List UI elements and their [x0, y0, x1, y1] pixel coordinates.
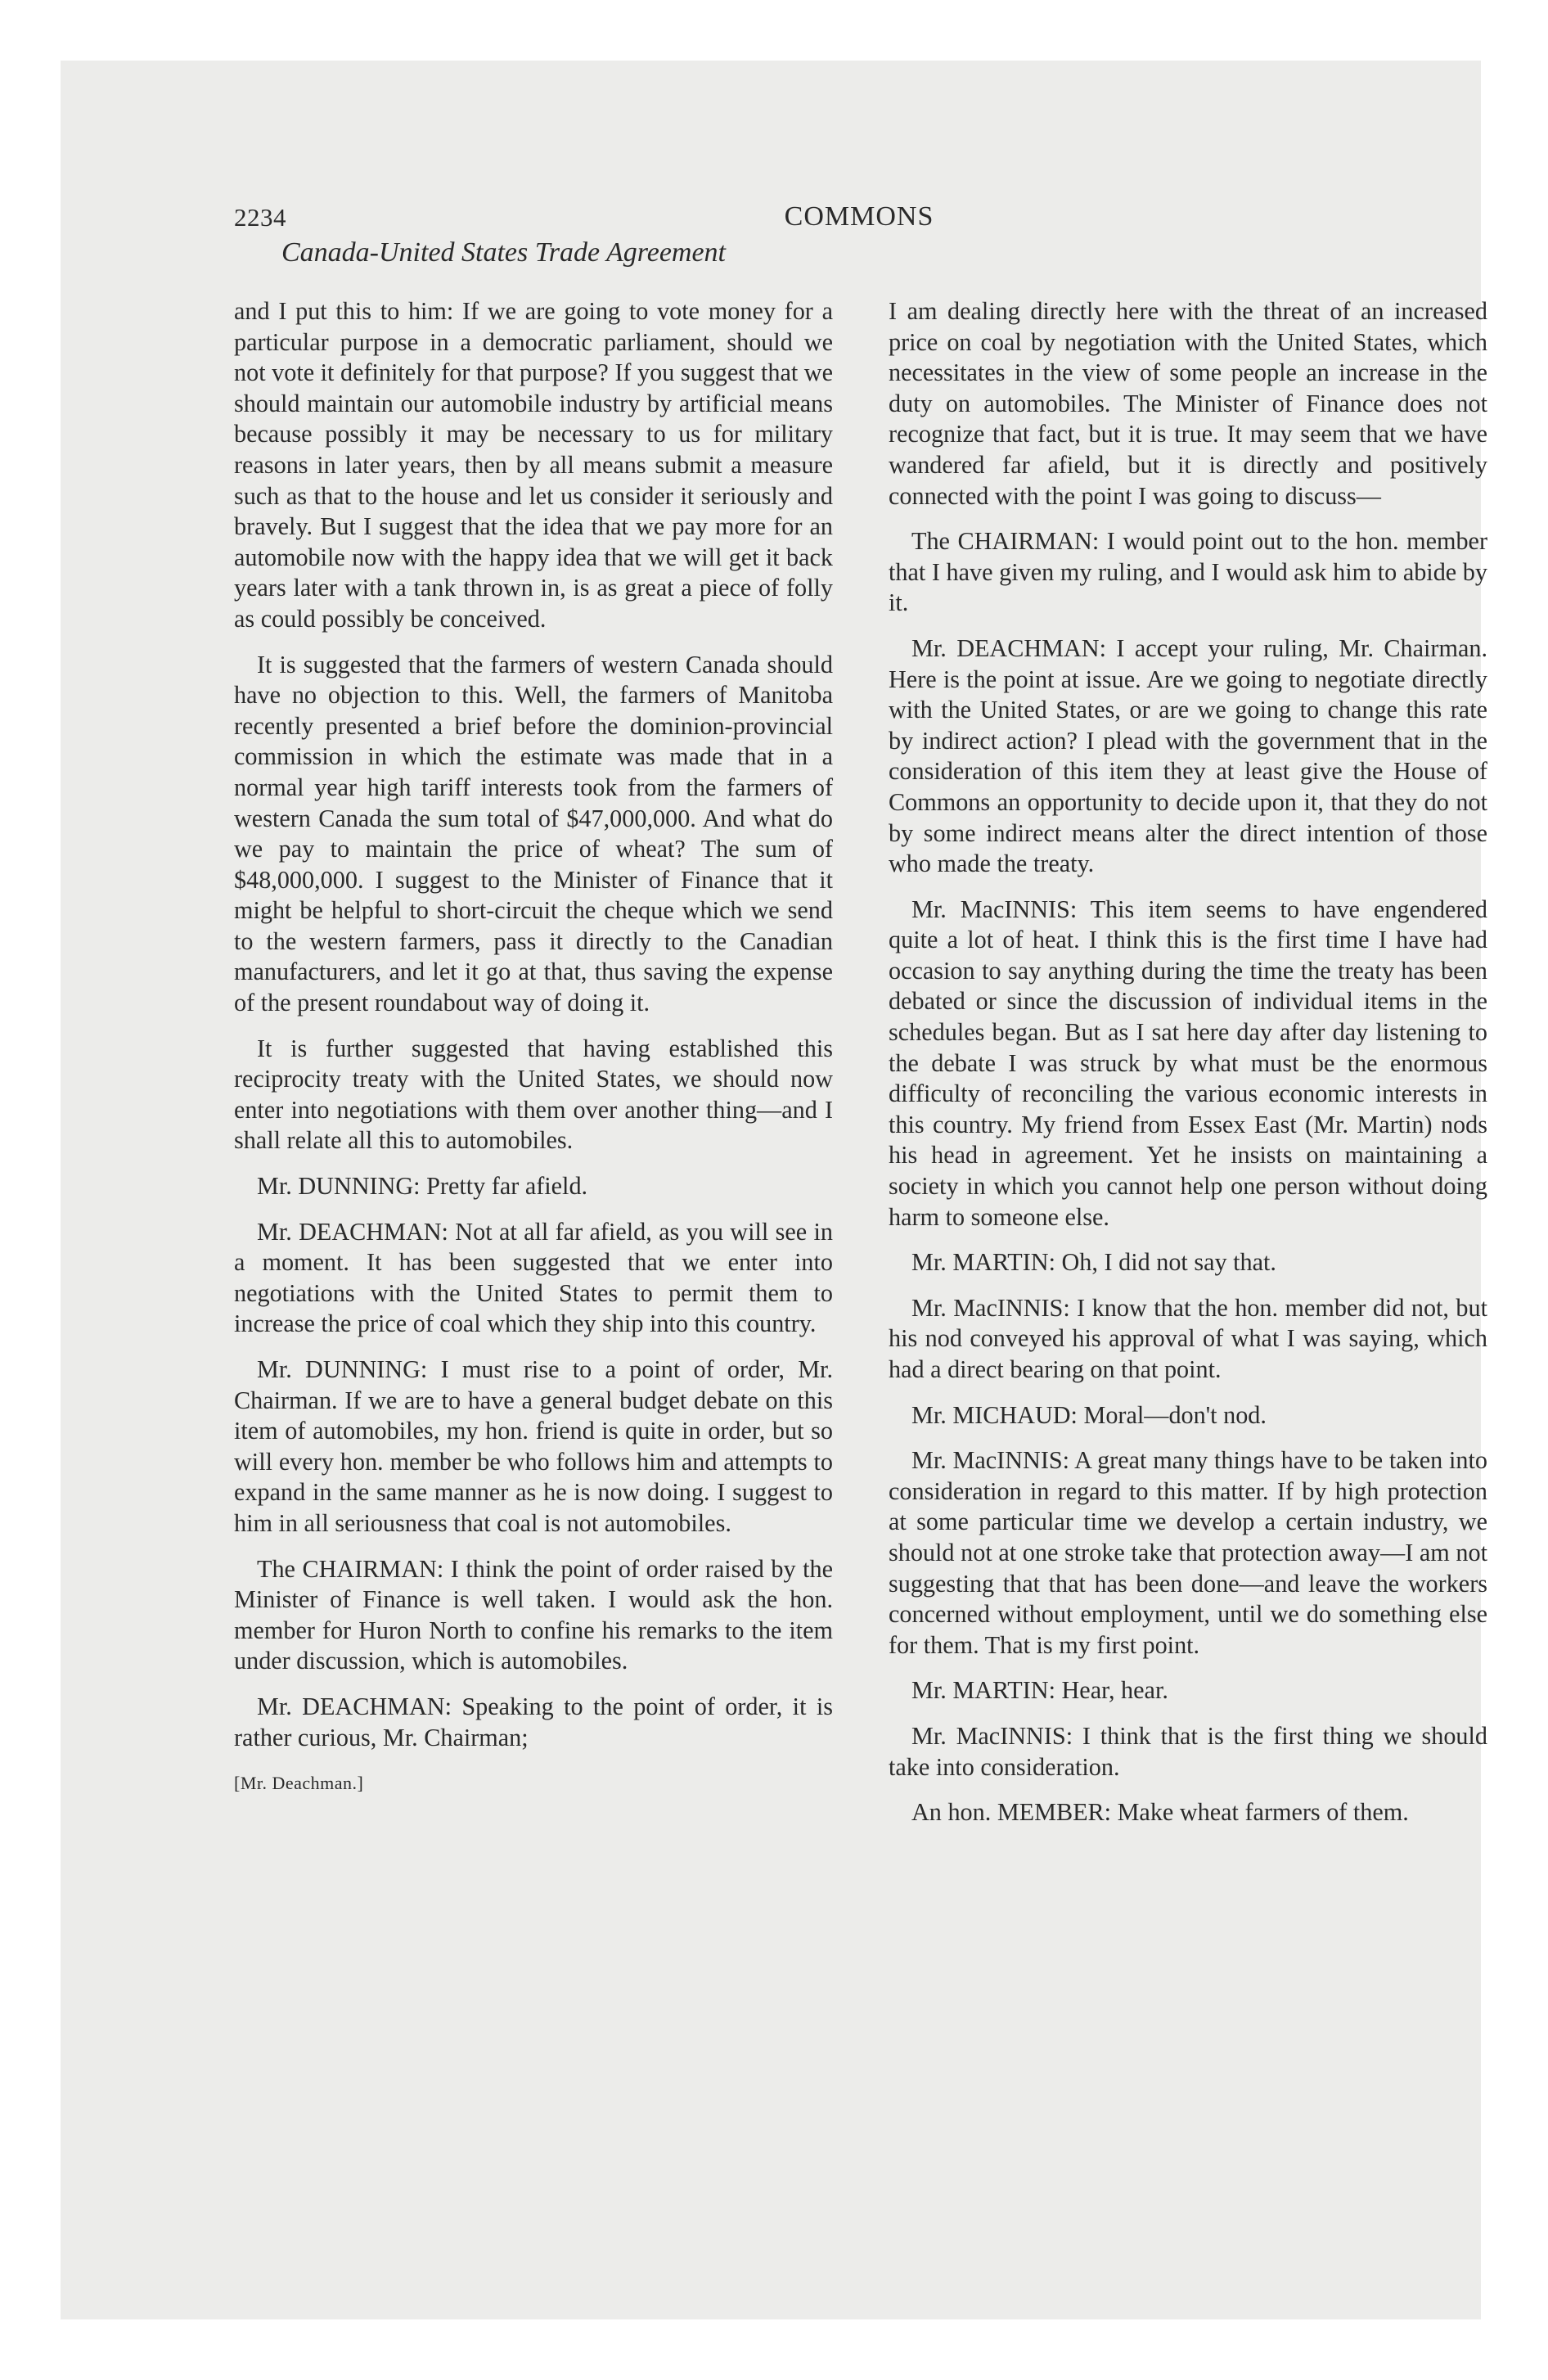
- speech-deachman: Mr. DEACHMAN: I accept your ruling, Mr. Chairman. Here is the point at issue. Are we going to negotiate directly with the United States, or are we going to change this rate by indirect action? I plead with the government that in the consideration of this item they at least give the House of Commons an opportunity to decide upon it, that they do not by some indirect means alter the direct intention of those who made the treaty.: [889, 633, 1487, 878]
- page-number: 2234: [234, 203, 286, 232]
- speech-chairman: The CHAIRMAN: I think the point of order raised by the Minister of Finance is well taken. I would ask the hon. member for Huron North to confine his remarks to the item under discussion, which is automobiles.: [234, 1554, 833, 1675]
- speech-michaud: Mr. MICHAUD: Moral—don't nod.: [911, 1400, 1267, 1429]
- speech-macinnis: Mr. MacINNIS: This item seems to have engendered quite a lot of heat. I think this is the first time I have had occasion to say anything during the time the treaty has been debated or since the discussion of individual items in the schedules began. But as I sat here day after day listening to the debate I was struck by what must be the enormous difficulty of reconciling the various economic interests in this country. My friend from Essex East (Mr. Martin) nods his head in agreement. Yet he insists on maintaining a society in which you cannot help one person without doing harm to someone else.: [889, 895, 1487, 1231]
- chamber-title: COMMONS: [784, 201, 934, 232]
- speech-chairman: The CHAIRMAN: I would point out to the hon. member that I have given my ruling, and I would ask him to abide by it.: [889, 527, 1487, 617]
- running-subject: Canada-United States Trade Agreement: [281, 237, 727, 268]
- speech-hon-member: An hon. MEMBER: Make wheat farmers of them.: [911, 1798, 1409, 1827]
- page-header: [221, 198, 1497, 277]
- right-column: [889, 296, 1487, 1843]
- speech-deachman: Mr. DEACHMAN: Not at all far afield, as you will see in a moment. It has been suggested that we enter into negotiations with the United States to permit them to increase the price of coal which they ship into this country.: [234, 1217, 833, 1338]
- footer-speaker-note: [Mr. Deachman.]: [234, 1773, 364, 1794]
- paragraph: It is suggested that the farmers of western Canada should have no objection to this. Well, the farmers of Manitoba recently presented a brief before the dominion-provincial commission in which the estimate was made that in a normal year high tariff interests took from the farmers of western Canada the sum total of $47,000,000. And what do we pay to maintain the price of wheat? The sum of $48,000,000. I suggest to the Minister of Finance that it might be helpful to short-circuit the cheque which we send to the western farmers, pass it directly to the Canadian manufacturers, and let it go at that, thus saving the expense of the present roundabout way of doing it.: [234, 650, 833, 1017]
- paragraph: It is further suggested that having established this reciprocity treaty with the United States, we should now enter into negotiations with them over another thing—and I shall relate all this to automobiles.: [234, 1034, 833, 1155]
- paragraph: and I put this to him: If we are going to vote money for a particular purpose in a democratic parliament, should we not vote it definitely for that purpose? If you suggest that we should maintain our automobile industry by artificial means because possibly it may be necessary to us for military reasons in later years, then by all means submit a measure such as that to the house and let us consider it seriously and bravely. But I suggest that the idea that we pay more for an automobile now with the happy idea that we will get it back years later with a tank thrown in, is as great a piece of folly as could possibly be conceived.: [234, 297, 833, 633]
- speech-dunning: Mr. DUNNING: I must rise to a point of order, Mr. Chairman. If we are to have a general budget debate on this item of automobiles, my hon. friend is quite in order, but so will every hon. member be who follows him and attempts to expand in the same manner as he is now doing. I suggest to him in all seriousness that coal is not automobiles.: [234, 1355, 833, 1537]
- speech-martin: Mr. MARTIN: Oh, I did not say that.: [911, 1248, 1276, 1277]
- hansard-page: [221, 198, 1497, 2293]
- left-column: [234, 296, 833, 1799]
- speech-martin: Mr. MARTIN: Hear, hear.: [911, 1676, 1168, 1705]
- speech-deachman: Mr. DEACHMAN: Speaking to the point of order, it is rather curious, Mr. Chairman;: [234, 1692, 833, 1751]
- speech-dunning: Mr. DUNNING: Pretty far afield.: [257, 1172, 588, 1201]
- scanned-page: [61, 61, 1487, 2319]
- speech-macinnis: Mr. MacINNIS: I know that the hon. member did not, but his nod conveyed his approval of what I was saying, which had a direct bearing on that point.: [889, 1293, 1487, 1383]
- paragraph: I am dealing directly here with the threat of an increased price on coal by negotiation with the United States, which necessitates in the view of some people an increase in the duty on automobiles. The Minister of Finance does not recognize that fact, but it is true. It may seem that we have wandered far afield, but it is directly and positively connected with the point I was going to discuss—: [889, 297, 1487, 510]
- speech-macinnis: Mr. MacINNIS: A great many things have to be taken into consideration in regard to this matter. If by high protection at some particular time we develop a certain industry, we should not at one stroke take that protection away—I am not suggesting that that has been done—and leave the workers concerned without employment, until we do something else for them. That is my first point.: [889, 1446, 1487, 1659]
- speech-macinnis: Mr. MacINNIS: I think that is the first thing we should take into consideration.: [889, 1721, 1487, 1781]
